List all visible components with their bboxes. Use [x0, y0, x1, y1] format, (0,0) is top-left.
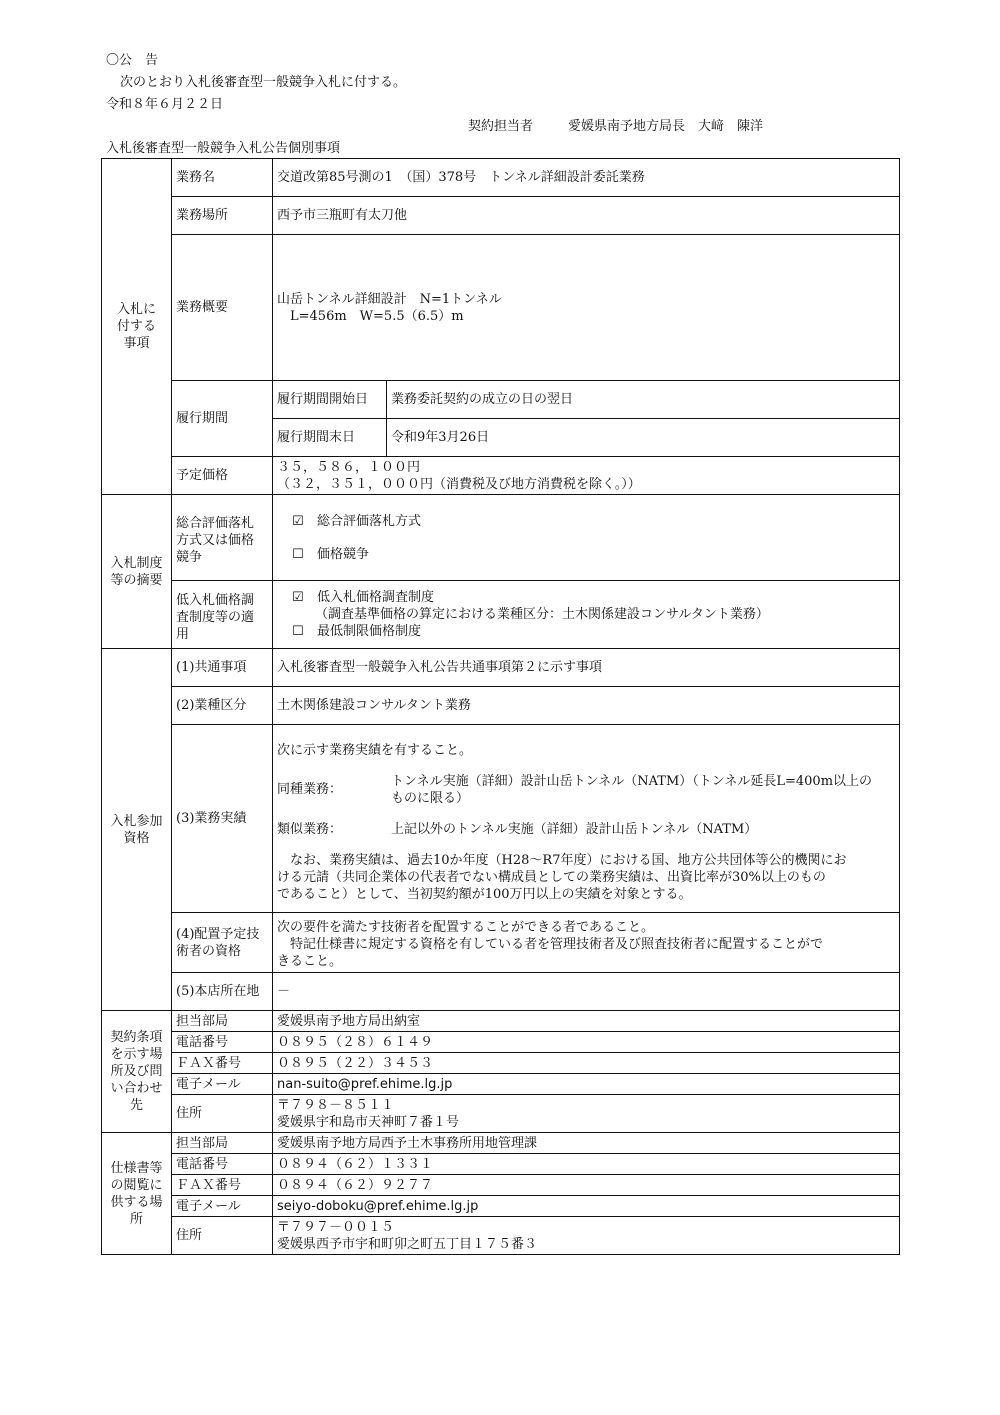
addr-label: 住所 [172, 1095, 273, 1133]
mail-label: 電子メール [172, 1196, 273, 1217]
dept-value: 愛媛県南予地方局西予土木事務所用地管理課 [273, 1133, 900, 1154]
mail-link[interactable]: seiyo-doboku@pref.ehime.lg.jp [273, 1196, 900, 1217]
addr-value: 〒７９７－００１５ 愛媛県西予市宇和町卯之町五丁目１７５番３ [273, 1217, 900, 1255]
notice-lead: 次のとおり入札後審査型一般競争入札に付する。 [120, 75, 407, 90]
record-value: 次に示す業務実績を有すること。 同種業務： トンネル実施（詳細）設計山岳トンネル（NATM）（トンネル延長L=400m以上の ものに限る） 類似業務： 上記以外のトンネル実施（詳細）設計山岳トンネル（NATM） なお、業務実績は、過去10か年度（H28～R7年度）における国、地方公共団体等公的機関にお ける元請（共同企業体の代表者でない構成員としての業務実績は、出資比率が30%以上のもの であること）として、当初契約額が100万円以上の実績を対象とする。 [273, 725, 900, 913]
notice-heading: 〇公 告 [106, 53, 159, 68]
office-label: (5)本店所在地 [172, 973, 273, 1011]
period-end-value: 令和9年3月26日 [387, 419, 900, 457]
summary-label: 業務概要 [172, 235, 273, 381]
engineer-label: (4)配置予定技 術者の資格 [172, 913, 273, 973]
dept-label: 担当部局 [172, 1133, 273, 1154]
section-contract-contact: 契約条項 を示す場 所及び問 い合わせ 先 [102, 1011, 172, 1133]
dept-label: 担当部局 [172, 1011, 273, 1032]
office-value: － [273, 973, 900, 1011]
tel-value: ０８９４（６２）１３３１ [273, 1154, 900, 1175]
signer-label: 契約担当者 [468, 119, 534, 134]
checked-box-icon: ☑ [292, 513, 304, 529]
section-eligibility: 入札参加 資格 [102, 649, 172, 1011]
price-value: ３５，５８６，１００円 （３２，３５１，０００円（消費税及び地方消費税を除く。）） [273, 457, 900, 495]
place-value: 西予市三瓶町有太刀他 [273, 197, 900, 235]
tel-label: 電話番号 [172, 1032, 273, 1053]
price-label: 予定価格 [172, 457, 273, 495]
unchecked-box-icon: ☐ [292, 546, 304, 562]
fax-value: ０８９５（２２）３４５３ [273, 1053, 900, 1074]
addr-label: 住所 [172, 1217, 273, 1255]
similar-label: 類似業務： [277, 822, 343, 837]
engineer-value: 次の要件を満たす技術者を配置することができる者であること。 特記仕様書に規定する資格を有している者を管理技術者及び照査技術者に配置することがで きること。 [273, 913, 900, 973]
eval-label: 総合評価落札 方式又は価格 競争 [172, 495, 273, 581]
eval-options: ☑ 総合評価落札方式 ☐ 価格競争 [273, 495, 900, 581]
common-label: (1)共通事項 [172, 649, 273, 687]
checked-box-icon: ☑ [292, 590, 304, 605]
tel-value: ０８９５（２８）６１４９ [273, 1032, 900, 1053]
table-title: 入札後審査型一般競争入札公告個別事項 [106, 141, 341, 156]
period-start-value: 業務委託契約の成立の日の翌日 [387, 381, 900, 419]
mail-link[interactable]: nan-suito@pref.ehime.lg.jp [273, 1074, 900, 1095]
notice-table [101, 158, 900, 1255]
tel-label: 電話番号 [172, 1154, 273, 1175]
fax-label: ＦＡＸ番号 [172, 1053, 273, 1074]
type-value: 土木関係建設コンサルタント業務 [273, 687, 900, 725]
section-spec-viewing: 仕様書等 の閲覧に 供する場 所 [102, 1133, 172, 1255]
section-bid-items: 入札に 付する 事項 [102, 159, 172, 495]
unchecked-box-icon: ☐ [292, 624, 304, 639]
same-label: 同種業務： [277, 782, 343, 797]
dept-value: 愛媛県南予地方局出納室 [273, 1011, 900, 1032]
fax-value: ０８９４（６２）９２７７ [273, 1175, 900, 1196]
addr-value: 〒７９８－８５１１ 愛媛県宇和島市天神町７番１号 [273, 1095, 900, 1133]
place-label: 業務場所 [172, 197, 273, 235]
fax-label: ＦＡＸ番号 [172, 1175, 273, 1196]
name-label: 業務名 [172, 159, 273, 197]
summary-value: 山岳トンネル詳細設計 N=1トンネル L=456m W=5.5（6.5）m [273, 235, 900, 381]
period-label: 履行期間 [172, 381, 273, 457]
mail-label: 電子メール [172, 1074, 273, 1095]
signer-name: 愛媛県南予地方局長 大﨑 陳洋 [568, 119, 764, 134]
record-label: (3)業務実績 [172, 725, 273, 913]
common-value: 入札後審査型一般競争入札公告共通事項第２に示す事項 [273, 649, 900, 687]
notice-date: 令和８年６月２２日 [106, 97, 224, 112]
period-end-label: 履行期間末日 [273, 419, 387, 457]
low-price-options: ☑ 低入札価格調査制度 （調査基準価格の算定における業種区分：土木関係建設コンサルタント業務） ☐ 最低制限価格制度 [273, 581, 900, 649]
period-start-label: 履行期間開始日 [273, 381, 387, 419]
low-price-label: 低入札価格調 査制度等の適 用 [172, 581, 273, 649]
section-bid-system: 入札制度 等の摘要 [102, 495, 172, 649]
name-value: 交道改第85号測の1 （国）378号 トンネル詳細設計委託業務 [273, 159, 900, 197]
type-label: (2)業種区分 [172, 687, 273, 725]
